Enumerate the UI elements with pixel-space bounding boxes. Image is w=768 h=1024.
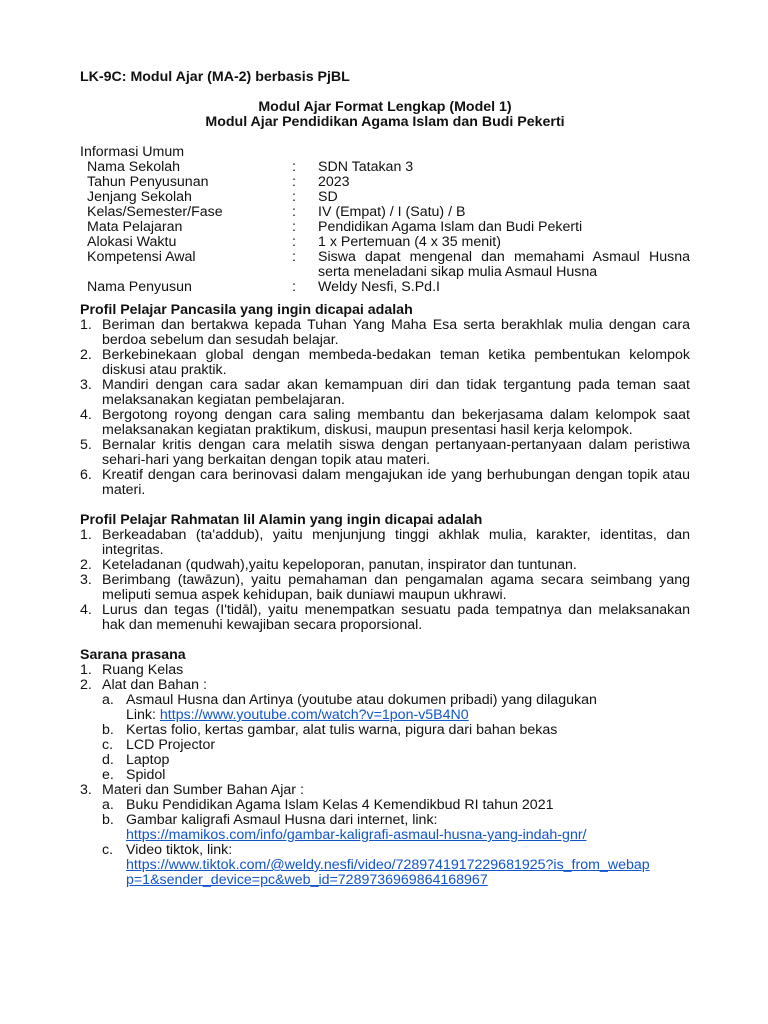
pancasila-list [80,318,690,498]
info-label: Jenjang Sekolah [87,189,192,205]
materi-list [102,798,690,888]
list-item: 2. Keteladanan (qudwah),yaitu kepeloporan, panutan, inspirator dan tuntunan. [80,557,577,573]
info-row: Kelas/Semester/Fase : IV (Empat) / I (Satu) / B [80,205,690,220]
info-label: Nama Penyusun [87,279,192,295]
info-label: Mata Pelajaran [87,219,183,235]
info-label: Tahun Penyusunan [87,174,209,190]
info-row: Jenjang Sekolah : SD [80,190,690,205]
mamikos-link[interactable]: https://mamikos.com/info/gambar-kaligrafi-asmaul-husna-yang-indah-gnr/ [126,827,587,843]
info-row: Mata Pelajaran : Pendidikan Agama Islam dan Budi Pekerti [80,220,690,235]
tiktok-link-line1[interactable]: https://www.tiktok.com/@weldy.nesfi/video/7289741917229681925?is_from_webap [126,857,650,873]
info-heading: Informasi Umum [80,144,185,160]
list-item: 3. Materi dan Sumber Bahan Ajar : a. Buku Pendidikan Agama Islam Kelas 4 Kemendikbud RI tahun 2021 b. Gambar kaligrafi Asmaul Husna dari internet, link: https://mamikos.com/info/gambar-kaligrafi-asmaul-husna-yang-indah-gnr/ c. Video tiktok, link: https://www.tiktok.com/@weldy.nesfi/video/7289741917229681925?is_from_webap p=1&sender_device=pc&web_id=7289736969864168967 [80,783,690,888]
document-page [80,70,690,888]
list-item: 3. Mandiri dengan cara sadar akan kemampuan diri dan tidak tergantung pada teman saat melaksanakan kegiatan pembelajaran. [80,377,690,408]
info-value: IV (Empat) / I (Satu) / B [318,204,466,220]
list-item: 2. Berkebinekaan global dengan membeda-bedakan teman ketika pembentukan kelompok diskusi atau praktik. [80,347,690,378]
tiktok-link-line2[interactable]: p=1&sender_device=pc&web_id=7289736969864168967 [126,872,488,888]
document-title: Modul Ajar Format Lengkap (Model 1) [258,99,512,115]
info-table [80,160,690,295]
info-value: SDN Tatakan 3 [318,159,414,175]
list-item: 1. Berkeadaban (ta'addub), yaitu menjunjung tinggi akhlak mulia, karakter, identitas, dan integritas. [80,527,690,558]
list-item: d. Laptop [102,752,170,768]
info-value: 2023 [318,174,350,190]
list-item: 1. Beriman dan bertakwa kepada Tuhan Yang Maha Esa serta berakhlak mulia dengan cara berdoa sebelum dan sesudah belajar. [80,317,690,348]
info-label: Kompetensi Awal [87,249,196,265]
info-value: SD [318,189,338,205]
list-item: 5. Bernalar kritis dengan cara melatih siswa dengan pertanyaan-pertanyaan dalam peristiwa sehari-hari yang berkaitan dengan topik atau materi. [80,437,690,468]
list-item: 1. Ruang Kelas [80,662,184,678]
rahmatan-list [80,528,690,633]
list-item: 4. Bergotong royong dengan cara saling membantu dan bekerjasama dalam kelompok saat melaksanakan kegiatan praktikum, diskusi, maupun presentasi hasil kerja kelompok. [80,407,690,438]
sarana-list [80,663,690,888]
list-item: 2. Alat dan Bahan : a. Asmaul Husna dan Artinya (youtube atau dokumen pribadi) yang dilagukan Link: https://www.youtube.com/watch?v=1pon-v5B4N0 b. Kertas folio, kertas gambar, alat tulis warna, pigura dari bahan bekas c. LCD Projector d. Laptop e. Spidol [80,678,690,783]
info-label: Alokasi Waktu [87,234,177,250]
info-value: Weldy Nesfi, S.Pd.I [318,279,440,295]
info-value: Pendidikan Agama Islam dan Budi Pekerti [318,219,583,235]
list-item: 3. Berimbang (tawāzun), yaitu pemahaman dan pengamalan agama secara seimbang yang meliputi semua aspek kehidupan, baik duniawi maupun ukhrawi. [80,572,690,603]
info-label: Nama Sekolah [87,159,181,175]
document-label: LK-9C: Modul Ajar (MA-2) berbasis PjBL [80,69,350,85]
list-item: 6. Kreatif dengan cara berinovasi dalam mengajukan ide yang berhubungan dengan topik atau materi. [80,467,690,498]
info-row: Tahun Penyusunan : 2023 [80,175,690,190]
list-item: a. Buku Pendidikan Agama Islam Kelas 4 Kemendikbud RI tahun 2021 [102,797,554,813]
info-value: Siswa dapat mengenal dan memahami Asmaul Husna serta meneladani sikap mulia Asmaul Husna [318,249,690,280]
info-label: Kelas/Semester/Fase [87,204,223,220]
sarana-heading: Sarana prasana [80,647,186,663]
rahmatan-heading: Profil Pelajar Rahmatan lil Alamin yang ingin dicapai adalah [80,512,483,528]
pancasila-heading: Profil Pelajar Pancasila yang ingin dicapai adalah [80,302,413,318]
list-item: b. Kertas folio, kertas gambar, alat tulis warna, pigura dari bahan bekas [102,722,558,738]
document-subtitle: Modul Ajar Pendidikan Agama Islam dan Budi Pekerti [205,114,565,130]
alat-list [102,693,690,783]
list-item: c. LCD Projector [102,737,216,753]
list-item: e. Spidol [102,767,166,783]
list-item: 4. Lurus dan tegas (I'tidāl), yaitu menempatkan sesuatu pada tempatnya dan melaksanakan hak dan memenuhi kewajiban secara proporsional. [80,602,690,633]
list-item: b. Gambar kaligrafi Asmaul Husna dari internet, link: https://mamikos.com/info/gambar-kaligrafi-asmaul-husna-yang-indah-gnr/ [102,812,587,843]
info-value: 1 x Pertemuan (4 x 35 menit) [318,234,501,250]
list-item: c. Video tiktok, link: https://www.tiktok.com/@weldy.nesfi/video/7289741917229681925?is_from_webap p=1&sender_device=pc&web_id=7289736969864168967 [102,842,650,888]
info-row: Kompetensi Awal : Siswa dapat mengenal dan memahami Asmaul Husna serta meneladani sikap mulia Asmaul Husna [80,250,690,280]
youtube-link[interactable]: https://www.youtube.com/watch?v=1pon-v5B4N0 [159,707,469,723]
info-row: Nama Penyusun : Weldy Nesfi, S.Pd.I [80,280,690,295]
info-row: Nama Sekolah : SDN Tatakan 3 [80,160,690,175]
list-item: a. Asmaul Husna dan Artinya (youtube atau dokumen pribadi) yang dilagukan Link: https://www.youtube.com/watch?v=1pon-v5B4N0 [102,692,597,723]
info-row: Alokasi Waktu : 1 x Pertemuan (4 x 35 menit) [80,235,690,250]
